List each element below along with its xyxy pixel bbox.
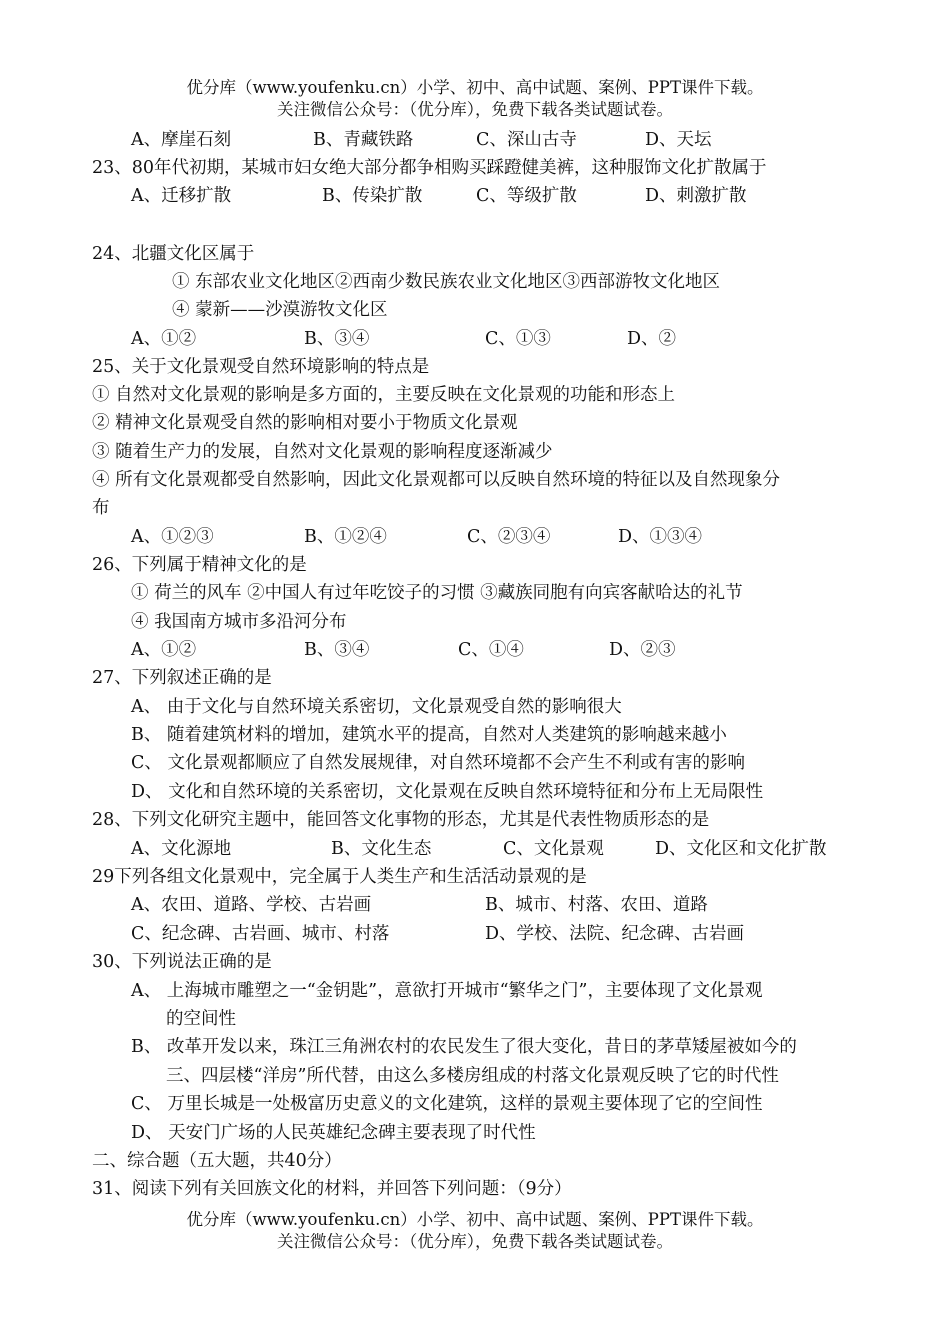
q24-items-line2: ④ 蒙新——沙漠游牧文化区: [172, 300, 388, 320]
q25-option-b: B、①②④: [304, 527, 387, 547]
q25-option-c: C、②③④: [467, 527, 551, 547]
q23-option-a: A、迁移扩散: [131, 186, 232, 206]
q25-option-d: D、①③④: [618, 527, 703, 547]
q23-stem: 23、80年代初期，某城市妇女绝大部分都争相购买踩蹬健美裤，这种服饰文化扩散属于: [92, 158, 767, 178]
q30-option-d: D、 天安门广场的人民英雄纪念碑主要表现了时代性: [131, 1123, 536, 1143]
q23-option-b: B、传染扩散: [322, 186, 423, 206]
q25-stem: 25、关于文化景观受自然环境影响的特点是: [92, 357, 430, 377]
q31-stem: 31、阅读下列有关回族文化的材料，并回答下列问题：（9分）: [92, 1179, 572, 1199]
q24-option-a: A、①②: [131, 329, 197, 349]
q30-option-a-cont: 的空间性: [166, 1009, 236, 1029]
q26-option-b: B、③④: [304, 640, 370, 660]
q23-option-d: D、刺激扩散: [645, 186, 747, 206]
q25-item-4-cont: 布: [92, 498, 110, 518]
q22-option-b: B、青藏铁路: [313, 130, 414, 150]
q25-item-3: ③ 随着生产力的发展，自然对文化景观的影响程度逐渐减少: [92, 442, 553, 462]
q26-option-c: C、①④: [458, 640, 524, 660]
q26-option-a: A、①②: [131, 640, 197, 660]
q22-option-c: C、深山古寺: [476, 130, 577, 150]
q28-option-a: A、文化源地: [131, 839, 232, 859]
q28-stem: 28、下列文化研究主题中，能回答文化事物的形态，尤其是代表性物质形态的是: [92, 810, 710, 830]
q27-option-b: B、 随着建筑材料的增加，建筑水平的提高，自然对人类建筑的影响越来越小: [131, 725, 727, 745]
q26-stem: 26、下列属于精神文化的是: [92, 555, 307, 575]
q24-option-b: B、③④: [304, 329, 370, 349]
q30-stem: 30、下列说法正确的是: [92, 952, 272, 972]
q25-option-a: A、①②③: [131, 527, 214, 547]
q29-option-b: B、城市、村落、农田、道路: [485, 895, 708, 915]
q24-stem: 24、北疆文化区属于: [92, 244, 255, 264]
q29-stem: 29下列各组文化景观中，完全属于人类生产和生活活动景观的是: [92, 867, 587, 887]
q29-option-c: C、纪念碑、古岩画、城市、村落: [131, 924, 390, 944]
q30-option-a: A、 上海城市雕塑之一“金钥匙”，意欲打开城市“繁华之门”，主要体现了文化景观: [131, 981, 763, 1001]
q29-option-d: D、学校、法院、纪念碑、古岩画: [485, 924, 745, 944]
q25-item-2: ② 精神文化景观受自然的影响相对要小于物质文化景观: [92, 413, 518, 433]
q24-option-d: D、②: [627, 329, 677, 349]
page-footer-line1: 优分库（www.youfenku.cn）小学、初中、高中试题、案例、PPT课件下载。: [186, 1210, 764, 1229]
page-header-line1: 优分库（www.youfenku.cn）小学、初中、高中试题、案例、PPT课件下载。: [186, 78, 764, 97]
q27-stem: 27、下列叙述正确的是: [92, 668, 272, 688]
q27-option-d: D、 文化和自然环境的关系密切，文化景观在反映自然环境特征和分布上无局限性: [131, 782, 764, 802]
page-footer-line2: 关注微信公众号：（优分库），免费下载各类试题试卷。: [277, 1232, 673, 1251]
q27-option-a: A、 由于文化与自然环境关系密切，文化景观受自然的影响很大: [131, 697, 622, 717]
q26-items-line1: ① 荷兰的风车 ②中国人有过年吃饺子的习惯 ③藏族同胞有向宾客献哈达的礼节: [131, 583, 743, 603]
q26-items-line2: ④ 我国南方城市多沿河分布: [131, 612, 347, 632]
q28-option-c: C、文化景观: [503, 839, 604, 859]
page-header-line2: 关注微信公众号：（优分库），免费下载各类试题试卷。: [277, 100, 673, 119]
q30-option-c: C、 万里长城是一处极富历史意义的文化建筑，这样的景观主要体现了它的空间性: [131, 1094, 763, 1114]
q24-items-line1: ① 东部农业文化地区②西南少数民族农业文化地区③西部游牧文化地区: [172, 272, 721, 292]
q25-item-4: ④ 所有文化景观都受自然影响，因此文化景观都可以反映自然环境的特征以及自然现象分: [92, 470, 781, 490]
q29-option-a: A、农田、道路、学校、古岩画: [131, 895, 372, 915]
q23-option-c: C、等级扩散: [476, 186, 577, 206]
q28-option-b: B、文化生态: [331, 839, 432, 859]
q26-option-d: D、②③: [609, 640, 676, 660]
q24-option-c: C、①③: [485, 329, 551, 349]
q28-option-d: D、文化区和文化扩散: [655, 839, 827, 859]
q22-option-d: D、天坛: [645, 130, 712, 150]
q27-option-c: C、 文化景观都顺应了自然发展规律，对自然环境都不会产生不利或有害的影响: [131, 753, 745, 773]
q30-option-b-cont: 三、四层楼“洋房”所代替，由这么多楼房组成的村落文化景观反映了它的时代性: [166, 1066, 779, 1086]
q25-item-1: ① 自然对文化景观的影响是多方面的，主要反映在文化景观的功能和形态上: [92, 385, 676, 405]
q30-option-b: B、 改革开发以来，珠江三角洲农村的农民发生了很大变化，昔日的茅草矮屋被如今的: [131, 1037, 797, 1057]
section-2-title: 二、综合题（五大题，共40分）: [92, 1151, 342, 1171]
q22-option-a: A、摩崖石刻: [131, 130, 232, 150]
